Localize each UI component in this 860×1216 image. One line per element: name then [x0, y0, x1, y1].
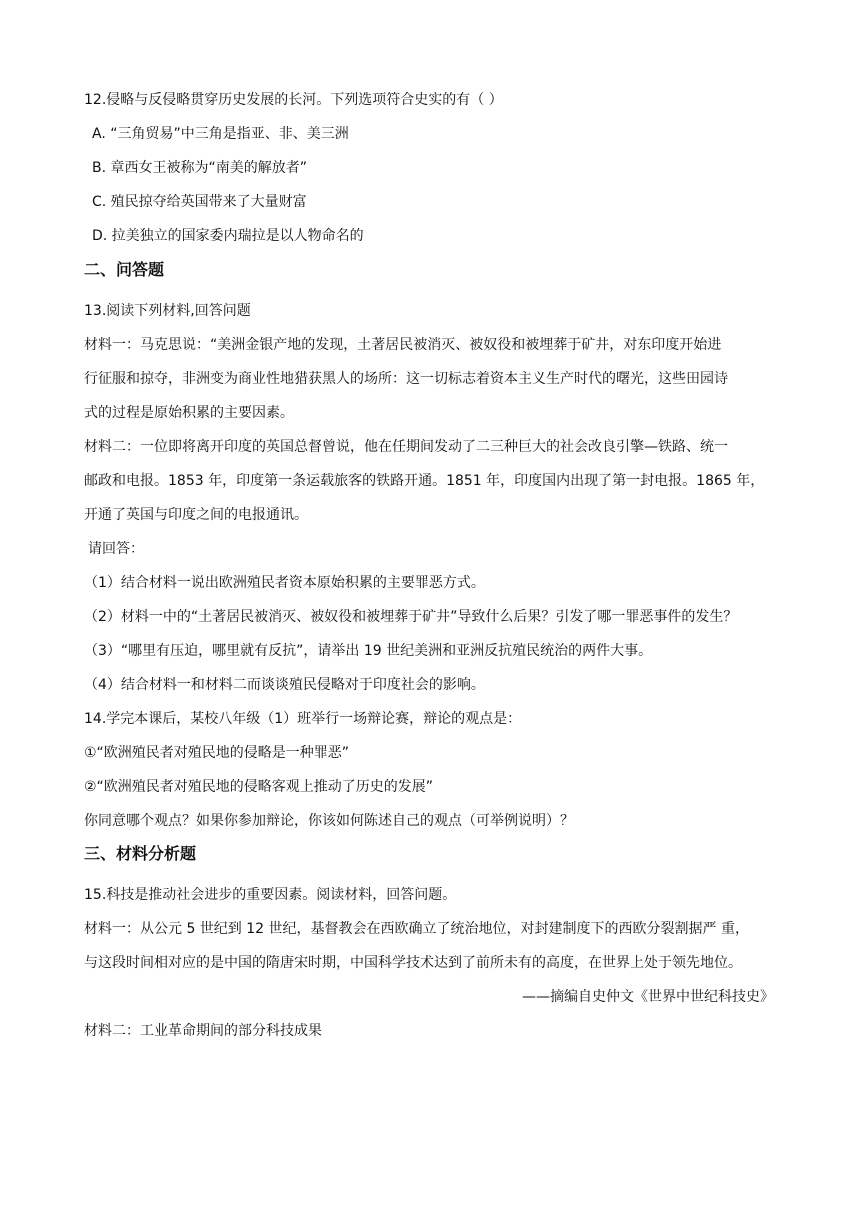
q15-source: ——摘编自史仲文《世界中世纪科技史》 — [522, 989, 774, 1005]
q15-material1-line2: 与这段时间相对应的是中国的隋唐宋时期，中国科学技术达到了前所未有的高度，在世界上处于领先地位。 — [84, 955, 742, 971]
section-title-material-analysis: 三、材料分析题 — [84, 844, 197, 863]
q13-material2-line1: 材料二：一位即将离开印度的英国总督曾说，他在任期间发动了二三种巨大的社会改良引擎—铁路、统一 — [84, 439, 728, 455]
section-title-qa: 二、问答题 — [84, 260, 165, 279]
q12-option-d: D. 拉美独立的国家委内瑞拉是以人物命名的 — [92, 228, 364, 244]
q15-material1-line1: 材料一：从公元 5 世纪到 12 世纪，基督教会在西欧确立了统治地位，对封建制度下的西欧分裂割据严 重， — [84, 921, 749, 937]
q13-question-4: （4）结合材料一和材料二而谈谈殖民侵略对于印度社会的影响。 — [84, 677, 485, 693]
q13-question-2: （2）材料一中的“土著居民被消灭、被奴役和被埋葬于矿井”导致什么后果？引发了哪一罪恶事件的发生？ — [84, 609, 738, 625]
q13-stem: 13.阅读下列材料,回答问题 — [84, 303, 251, 319]
q13-material2-line3: 开通了英国与印度之间的电报通讯。 — [84, 507, 308, 523]
q14-question: 你同意哪个观点？如果你参加辩论，你该如何陈述自己的观点（可举例说明）？ — [84, 813, 574, 829]
q13-material1-line1: 材料一：马克思说：“美洲金银产地的发现，土著居民被消灭、被奴役和被埋葬于矿井，对东印度开始进 — [84, 337, 722, 353]
q12-option-c: C. 殖民掠夺给英国带来了大量财富 — [92, 194, 307, 210]
q13-question-3: （3）“哪里有压迫，哪里就有反抗”，请举出 19 世纪美洲和亚洲反抗殖民统治的两件大事。 — [84, 643, 653, 659]
q14-view-2: ②“欧洲殖民者对殖民地的侵略客观上推动了历史的发展” — [84, 779, 434, 795]
q12-stem: 12.侵略与反侵略贯穿历史发展的长河。下列选项符合史实的有（ ） — [84, 92, 503, 108]
q12-option-b: B. 章西女王被称为“南美的解放者” — [92, 160, 308, 176]
q12-option-a: A. “三角贸易”中三角是指亚、非、美三洲 — [92, 126, 349, 142]
q13-material1-line2: 行征服和掠夺，非洲变为商业性地猎获黑人的场所：这一切标志着资本主义生产时代的曙光，这些田园诗 — [84, 371, 728, 387]
q14-view-1: ①“欧洲殖民者对殖民地的侵略是一种罪恶” — [84, 745, 350, 761]
q14-stem: 14.学完本课后，某校八年级（1）班举行一场辩论赛，辩论的观点是： — [84, 711, 522, 727]
q13-material2-line2: 邮政和电报。1853 年，印度第一条运载旅客的铁路开通。1851 年，印度国内出现了第一封电报。1865 年， — [84, 473, 765, 489]
q15-material2: 材料二：工业革命期间的部分科技成果 — [84, 1023, 322, 1039]
q15-stem: 15.科技是推动社会进步的重要因素。阅读材料，回答问题。 — [84, 887, 457, 903]
q13-material1-line3: 式的过程是原始积累的主要因素。 — [84, 405, 294, 421]
q13-question-1: （1）结合材料一说出欧洲殖民者资本原始积累的主要罪恶方式。 — [84, 575, 485, 591]
q13-prompt: 请回答： — [88, 541, 144, 557]
